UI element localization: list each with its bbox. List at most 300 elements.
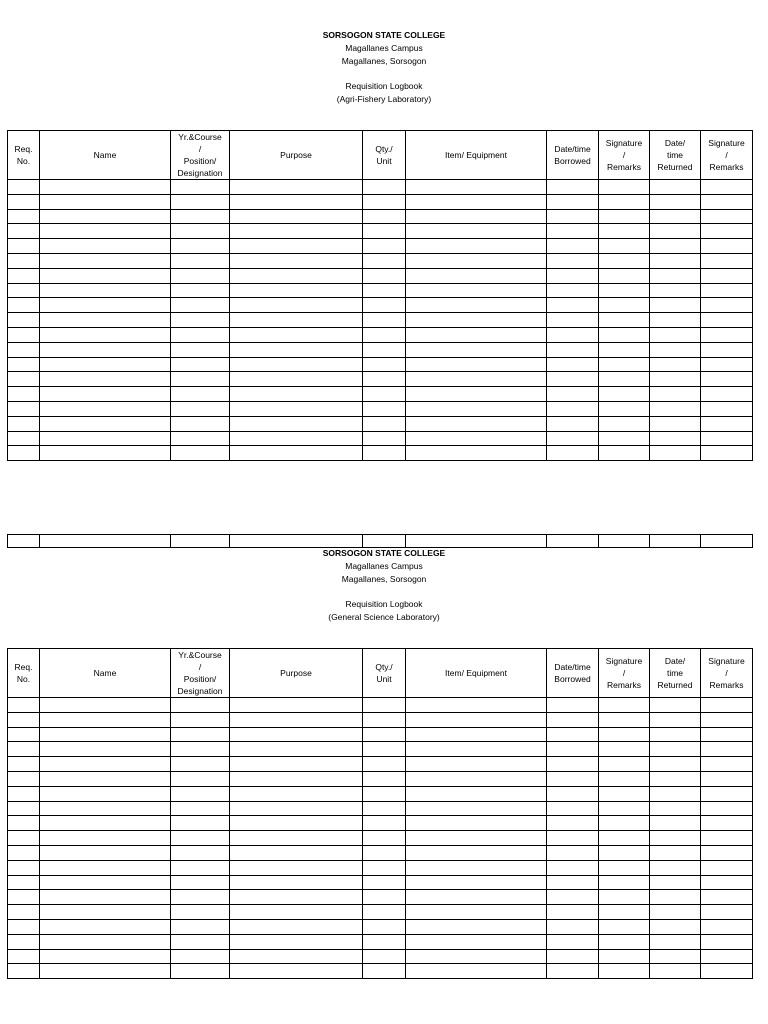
column-header-item-equipment: Item/ Equipment (406, 649, 547, 698)
column-header-signature-remarks: Signature / Remarks (599, 649, 650, 698)
blank-cell (40, 831, 171, 846)
blank-cell (547, 180, 599, 195)
blank-cell (701, 446, 753, 461)
table-row (8, 905, 753, 920)
blank-cell (230, 816, 363, 831)
blank-cell (599, 698, 650, 713)
blank-cell (230, 742, 363, 757)
blank-cell (701, 194, 753, 209)
blank-cell (599, 342, 650, 357)
table-row (8, 919, 753, 934)
blank-cell (363, 357, 406, 372)
blank-cell (40, 712, 171, 727)
blank-cell (40, 757, 171, 772)
table-row (8, 357, 753, 372)
blank-cell (547, 845, 599, 860)
blank-cell (599, 357, 650, 372)
blank-cell (701, 224, 753, 239)
blank-cell (650, 387, 701, 402)
blank-cell (599, 372, 650, 387)
blank-cell (363, 875, 406, 890)
blank-cell (8, 253, 40, 268)
blank-cell (701, 964, 753, 979)
blank-cell (230, 801, 363, 816)
blank-cell (406, 268, 547, 283)
table-header-row (8, 649, 753, 698)
blank-cell (40, 949, 171, 964)
blank-cell (650, 283, 701, 298)
blank-cell (363, 742, 406, 757)
blank-cell (8, 698, 40, 713)
blank-cell (547, 372, 599, 387)
blank-cell (40, 905, 171, 920)
blank-cell (171, 771, 230, 786)
column-header-req-no: Req. No. (8, 131, 40, 180)
table-row (8, 934, 753, 949)
blank-cell (599, 194, 650, 209)
blank-cell (40, 845, 171, 860)
blank-cell (230, 327, 363, 342)
blank-cell (40, 698, 171, 713)
blank-cell (599, 742, 650, 757)
blank-cell (171, 845, 230, 860)
blank-cell (547, 786, 599, 801)
blank-cell (40, 431, 171, 446)
blank-cell (650, 964, 701, 979)
blank-cell (363, 194, 406, 209)
blank-cell (230, 831, 363, 846)
blank-cell (171, 934, 230, 949)
blank-cell (363, 816, 406, 831)
blank-cell (547, 801, 599, 816)
blank-cell (599, 224, 650, 239)
blank-cell (40, 283, 171, 298)
blank-cell (230, 401, 363, 416)
blank-cell (363, 919, 406, 934)
blank-cell (650, 801, 701, 816)
blank-cell (171, 239, 230, 254)
blank-cell (599, 964, 650, 979)
blank-cell (8, 446, 40, 461)
blank-cell (547, 919, 599, 934)
blank-cell (8, 357, 40, 372)
blank-cell (363, 224, 406, 239)
blank-cell (8, 801, 40, 816)
blank-cell (171, 742, 230, 757)
blank-cell (230, 712, 363, 727)
blank-cell (363, 934, 406, 949)
blank-cell (701, 180, 753, 195)
blank-cell (599, 905, 650, 920)
blank-cell (650, 875, 701, 890)
blank-cell (599, 949, 650, 964)
table-row (8, 698, 753, 713)
column-header-signature-remarks-return: Signature / Remarks (701, 131, 753, 180)
blank-cell (8, 180, 40, 195)
blank-cell (8, 757, 40, 772)
blank-cell (171, 698, 230, 713)
blank-cell (363, 239, 406, 254)
blank-cell (363, 712, 406, 727)
blank-cell (406, 757, 547, 772)
blank-cell (8, 786, 40, 801)
table-row (8, 268, 753, 283)
blank-cell (363, 342, 406, 357)
blank-cell (40, 357, 171, 372)
blank-cell (40, 801, 171, 816)
blank-cell (230, 964, 363, 979)
blank-cell (406, 357, 547, 372)
blank-cell (40, 919, 171, 934)
blank-cell (363, 771, 406, 786)
blank-cell (650, 194, 701, 209)
blank-cell (650, 357, 701, 372)
blank-cell (406, 416, 547, 431)
column-header-signature-remarks: Signature / Remarks (599, 131, 650, 180)
blank-cell (701, 298, 753, 313)
blank-cell (230, 786, 363, 801)
blank-cell (171, 446, 230, 461)
blank-cell (650, 712, 701, 727)
blank-cell (230, 194, 363, 209)
column-header-date-returned: Date/ time Returned (650, 649, 701, 698)
blank-cell (230, 209, 363, 224)
blank-cell (230, 268, 363, 283)
blank-cell (599, 786, 650, 801)
blank-cell (40, 742, 171, 757)
blank-cell (171, 372, 230, 387)
blank-cell (171, 253, 230, 268)
blank-cell (171, 327, 230, 342)
table-row (8, 816, 753, 831)
blank-cell (650, 831, 701, 846)
blank-cell (40, 298, 171, 313)
blank-cell (8, 224, 40, 239)
blank-cell (406, 949, 547, 964)
blank-cell (171, 180, 230, 195)
blank-cell (599, 845, 650, 860)
table-row (8, 327, 753, 342)
blank-cell (363, 890, 406, 905)
blank-cell (406, 801, 547, 816)
blank-cell (40, 890, 171, 905)
blank-cell (406, 387, 547, 402)
blank-cell (171, 194, 230, 209)
blank-cell (599, 727, 650, 742)
blank-cell (701, 357, 753, 372)
blank-cell (8, 771, 40, 786)
blank-cell (701, 845, 753, 860)
blank-cell (547, 327, 599, 342)
blank-cell (701, 401, 753, 416)
campus-address: Magallanes, Sorsogon (341, 574, 427, 584)
blank-cell (406, 742, 547, 757)
blank-cell (547, 313, 599, 328)
blank-cell (363, 431, 406, 446)
requisition-table-general-science (7, 648, 753, 979)
blank-cell (547, 890, 599, 905)
blank-cell (171, 905, 230, 920)
blank-cell (406, 372, 547, 387)
table-row (8, 757, 753, 772)
blank-cell (701, 416, 753, 431)
blank-cell (701, 860, 753, 875)
blank-cell (650, 698, 701, 713)
blank-cell (171, 313, 230, 328)
blank-cell (40, 934, 171, 949)
table-row (8, 786, 753, 801)
table-row (8, 801, 753, 816)
logbook-header-general-science (0, 547, 768, 624)
blank-cell (547, 387, 599, 402)
blank-cell (547, 209, 599, 224)
blank-cell (40, 253, 171, 268)
blank-cell (650, 431, 701, 446)
column-header-date-borrowed: Date/time Borrowed (547, 649, 599, 698)
blank-cell (40, 313, 171, 328)
blank-cell (8, 712, 40, 727)
blank-cell (8, 401, 40, 416)
blank-cell (599, 180, 650, 195)
blank-cell (701, 698, 753, 713)
blank-cell (547, 224, 599, 239)
table-row (8, 875, 753, 890)
blank-cell (40, 194, 171, 209)
blank-cell (40, 372, 171, 387)
blank-cell (363, 949, 406, 964)
campus-name: Magallanes Campus (345, 561, 423, 571)
blank-cell (363, 387, 406, 402)
blank-cell (599, 313, 650, 328)
blank-cell (363, 416, 406, 431)
table-row (8, 949, 753, 964)
table-row (8, 860, 753, 875)
blank-cell (406, 890, 547, 905)
blank-cell (171, 298, 230, 313)
table-row (8, 712, 753, 727)
blank-cell (650, 268, 701, 283)
blank-cell (230, 934, 363, 949)
blank-cell (230, 239, 363, 254)
column-header-date-returned: Date/ time Returned (650, 131, 701, 180)
blank-cell (363, 401, 406, 416)
blank-cell (171, 816, 230, 831)
blank-cell (650, 372, 701, 387)
blank-cell (406, 283, 547, 298)
blank-cell (406, 194, 547, 209)
blank-cell (406, 446, 547, 461)
blank-cell (406, 239, 547, 254)
column-header-item-equipment: Item/ Equipment (406, 131, 547, 180)
blank-cell (599, 327, 650, 342)
blank-cell (363, 180, 406, 195)
blank-cell (8, 949, 40, 964)
blank-cell (230, 446, 363, 461)
blank-cell (363, 860, 406, 875)
blank-cell (547, 194, 599, 209)
blank-cell (701, 712, 753, 727)
blank-cell (406, 698, 547, 713)
blank-cell (547, 342, 599, 357)
blank-cell (8, 860, 40, 875)
campus-address: Magallanes, Sorsogon (341, 56, 427, 66)
blank-cell (230, 905, 363, 920)
blank-cell (363, 801, 406, 816)
blank-cell (363, 446, 406, 461)
blank-cell (40, 875, 171, 890)
table-row (8, 224, 753, 239)
logbook-header-agri-fishery (0, 29, 768, 106)
blank-cell (701, 934, 753, 949)
blank-cell (230, 387, 363, 402)
table-row (8, 771, 753, 786)
blank-cell (230, 727, 363, 742)
blank-cell (40, 446, 171, 461)
table-row (8, 342, 753, 357)
blank-cell (599, 239, 650, 254)
blank-cell (40, 268, 171, 283)
blank-cell (701, 905, 753, 920)
blank-cell (701, 949, 753, 964)
table-row (8, 253, 753, 268)
blank-cell (40, 239, 171, 254)
blank-cell (363, 313, 406, 328)
blank-cell (40, 342, 171, 357)
blank-cell (363, 327, 406, 342)
table-row (8, 298, 753, 313)
institution-name: SORSOGON STATE COLLEGE (322, 30, 446, 40)
blank-cell (701, 431, 753, 446)
column-header-purpose: Purpose (230, 131, 363, 180)
table-row (8, 283, 753, 298)
blank-cell (599, 712, 650, 727)
blank-cell (701, 268, 753, 283)
blank-cell (701, 816, 753, 831)
blank-cell (8, 905, 40, 920)
blank-cell (40, 416, 171, 431)
blank-cell (599, 934, 650, 949)
blank-cell (599, 283, 650, 298)
blank-cell (363, 905, 406, 920)
blank-cell (547, 446, 599, 461)
blank-cell (8, 194, 40, 209)
blank-cell (406, 727, 547, 742)
blank-cell (171, 949, 230, 964)
table-row (8, 209, 753, 224)
blank-cell (701, 253, 753, 268)
blank-cell (701, 786, 753, 801)
blank-cell (230, 698, 363, 713)
blank-cell (40, 401, 171, 416)
blank-cell (8, 342, 40, 357)
blank-cell (599, 757, 650, 772)
table-row (8, 727, 753, 742)
blank-cell (230, 357, 363, 372)
blank-cell (650, 934, 701, 949)
blank-cell (406, 816, 547, 831)
blank-cell (230, 342, 363, 357)
blank-cell (599, 298, 650, 313)
logbook-title: Requisition Logbook (345, 81, 423, 91)
blank-cell (363, 727, 406, 742)
blank-cell (650, 949, 701, 964)
blank-cell (230, 875, 363, 890)
blank-cell (599, 253, 650, 268)
spare-blank-row (7, 534, 753, 548)
blank-cell (171, 786, 230, 801)
blank-cell (701, 875, 753, 890)
blank-cell (40, 860, 171, 875)
blank-cell (171, 860, 230, 875)
blank-cell (650, 860, 701, 875)
blank-cell (650, 446, 701, 461)
blank-cell (363, 283, 406, 298)
blank-cell (650, 416, 701, 431)
blank-cell (650, 342, 701, 357)
blank-cell (363, 786, 406, 801)
blank-cell (547, 268, 599, 283)
blank-cell (171, 283, 230, 298)
blank-cell (8, 934, 40, 949)
blank-cell (8, 919, 40, 934)
blank-cell (599, 268, 650, 283)
blank-cell (363, 298, 406, 313)
blank-cell (650, 757, 701, 772)
blank-cell (230, 949, 363, 964)
table-row (8, 194, 753, 209)
blank-cell (547, 283, 599, 298)
blank-cell (363, 757, 406, 772)
blank-cell (40, 786, 171, 801)
blank-cell (547, 860, 599, 875)
blank-cell (8, 875, 40, 890)
blank-cell (599, 401, 650, 416)
blank-cell (701, 327, 753, 342)
blank-cell (650, 239, 701, 254)
blank-cell (171, 224, 230, 239)
blank-cell (701, 919, 753, 934)
table-row (8, 431, 753, 446)
blank-cell (363, 698, 406, 713)
column-header-qty-unit: Qty./ Unit (363, 649, 406, 698)
blank-cell (8, 327, 40, 342)
blank-cell (701, 890, 753, 905)
blank-cell (8, 831, 40, 846)
blank-cell (650, 771, 701, 786)
blank-cell (230, 919, 363, 934)
blank-cell (8, 431, 40, 446)
blank-cell (363, 372, 406, 387)
blank-cell (363, 964, 406, 979)
blank-cell (701, 313, 753, 328)
blank-cell (230, 253, 363, 268)
logbook-subtitle: (General Science Laboratory) (328, 612, 440, 622)
blank-cell (701, 801, 753, 816)
blank-cell (547, 831, 599, 846)
blank-cell (171, 712, 230, 727)
blank-cell (8, 964, 40, 979)
blank-cell (406, 831, 547, 846)
blank-cell (599, 816, 650, 831)
blank-cell (230, 860, 363, 875)
blank-cell (547, 698, 599, 713)
column-header-qty-unit: Qty./ Unit (363, 131, 406, 180)
table-row (8, 446, 753, 461)
table-row (8, 239, 753, 254)
blank-cell (230, 298, 363, 313)
blank-cell (8, 239, 40, 254)
column-header-purpose: Purpose (230, 649, 363, 698)
